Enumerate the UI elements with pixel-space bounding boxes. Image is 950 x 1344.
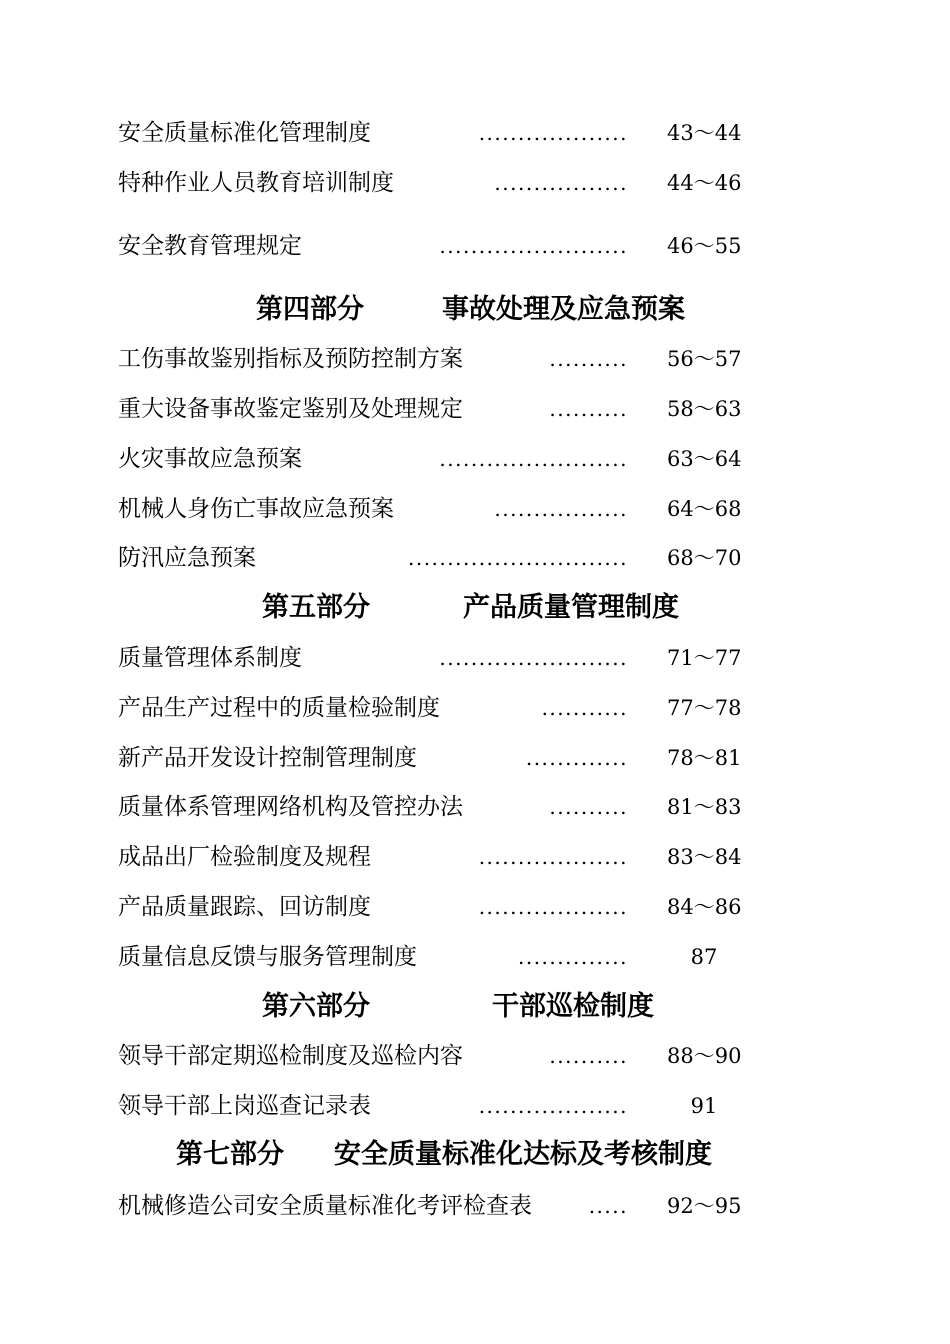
toc-page-range: 78～81 (667, 746, 742, 770)
toc-leader-dots: ................... (478, 121, 628, 145)
toc-entry-title: 质量管理体系制度 (118, 645, 302, 671)
toc-leader-dots: ................. (494, 497, 628, 521)
toc-page-range: 68～70 (667, 546, 742, 570)
section-heading (0, 584, 950, 632)
toc-leader-dots: ........................ (439, 646, 628, 670)
toc-page-range: 88～90 (667, 1044, 742, 1068)
toc-entry-title: 安全质量标准化管理制度 (118, 120, 371, 146)
toc-entry-title: 机械修造公司安全质量标准化考评检查表 (118, 1193, 532, 1219)
section-heading (0, 286, 950, 334)
toc-entry-title: 工伤事故鉴别指标及预防控制方案 (118, 346, 463, 372)
toc-entry (0, 638, 950, 678)
toc-entry (0, 439, 950, 479)
toc-entry (0, 837, 950, 877)
toc-entry-title: 领导干部定期巡检制度及巡检内容 (118, 1043, 463, 1069)
toc-entry-title: 产品质量跟踪、回访制度 (118, 894, 371, 920)
toc-page-range: 58～63 (667, 397, 742, 421)
toc-entry (0, 738, 950, 778)
toc-leader-dots: .......... (549, 397, 628, 421)
toc-entry-title: 防汛应急预案 (118, 545, 256, 571)
toc-page-range: 71～77 (667, 646, 742, 670)
toc-entry (0, 1086, 950, 1126)
toc-leader-dots: ................... (478, 895, 628, 919)
toc-page-range: 56～57 (667, 347, 742, 371)
toc-leader-dots: ................... (478, 845, 628, 869)
toc-entry-title: 成品出厂检验制度及规程 (118, 844, 371, 870)
toc-entry-title: 火灾事故应急预案 (118, 446, 302, 472)
toc-entry-title: 重大设备事故鉴定鉴别及处理规定 (118, 396, 463, 422)
toc-page-range: 87 (690, 945, 718, 969)
section-title: 干部巡检制度 (492, 991, 654, 1022)
toc-entry (0, 538, 950, 578)
toc-page-range: 83～84 (667, 845, 742, 869)
toc-leader-dots: ............................ (407, 546, 628, 570)
toc-page-range: 81～83 (667, 795, 742, 819)
toc-leader-dots: ........... (541, 696, 628, 720)
toc-leader-dots: .............. (517, 945, 628, 969)
section-part-number: 第七部分 (176, 1139, 284, 1170)
toc-leader-dots: ........................ (439, 234, 628, 258)
toc-entry (0, 688, 950, 728)
toc-page-range: 91 (690, 1094, 718, 1118)
toc-leader-dots: ............. (525, 746, 628, 770)
section-part-number: 第六部分 (262, 991, 370, 1022)
section-part-number: 第四部分 (256, 294, 364, 325)
toc-leader-dots: .......... (549, 1044, 628, 1068)
toc-entry-title: 领导干部上岗巡查记录表 (118, 1093, 371, 1119)
section-title: 产品质量管理制度 (463, 592, 679, 623)
toc-entry-title: 新产品开发设计控制管理制度 (118, 745, 417, 771)
toc-entry-title: 质量体系管理网络机构及管控办法 (118, 794, 463, 820)
toc-entry (0, 937, 950, 977)
toc-entry (0, 489, 950, 529)
toc-entry (0, 226, 950, 266)
section-heading (0, 983, 950, 1031)
toc-entry-title: 产品生产过程中的质量检验制度 (118, 695, 440, 721)
toc-entry (0, 163, 950, 203)
toc-page-range: 84～86 (667, 895, 742, 919)
toc-entry-title: 机械人身伤亡事故应急预案 (118, 496, 394, 522)
toc-leader-dots: ................... (478, 1094, 628, 1118)
toc-page-range: 64～68 (667, 497, 742, 521)
toc-entry (0, 339, 950, 379)
toc-entry-title: 质量信息反馈与服务管理制度 (118, 944, 417, 970)
toc-page-range: 92～95 (667, 1194, 742, 1218)
toc-leader-dots: ................. (494, 171, 628, 195)
toc-entry (0, 1036, 950, 1076)
toc-leader-dots: ........................ (439, 447, 628, 471)
toc-leader-dots: ..... (588, 1194, 628, 1218)
toc-page-range: 44～46 (667, 171, 742, 195)
toc-entry (0, 787, 950, 827)
section-title: 事故处理及应急预案 (442, 294, 685, 325)
toc-entry (0, 389, 950, 429)
section-heading (0, 1131, 950, 1179)
toc-page-range: 43～44 (667, 121, 742, 145)
toc-leader-dots: .......... (549, 347, 628, 371)
toc-entry-title: 特种作业人员教育培训制度 (118, 170, 394, 196)
toc-page-range: 46～55 (667, 234, 742, 258)
toc-entry (0, 887, 950, 927)
toc-page-range: 77～78 (667, 696, 742, 720)
toc-entry (0, 113, 950, 153)
section-part-number: 第五部分 (262, 592, 370, 623)
toc-page-range: 63～64 (667, 447, 742, 471)
toc-entry-title: 安全教育管理规定 (118, 233, 302, 259)
toc-entry (0, 1186, 950, 1226)
toc-leader-dots: .......... (549, 795, 628, 819)
section-title: 安全质量标准化达标及考核制度 (334, 1139, 712, 1170)
